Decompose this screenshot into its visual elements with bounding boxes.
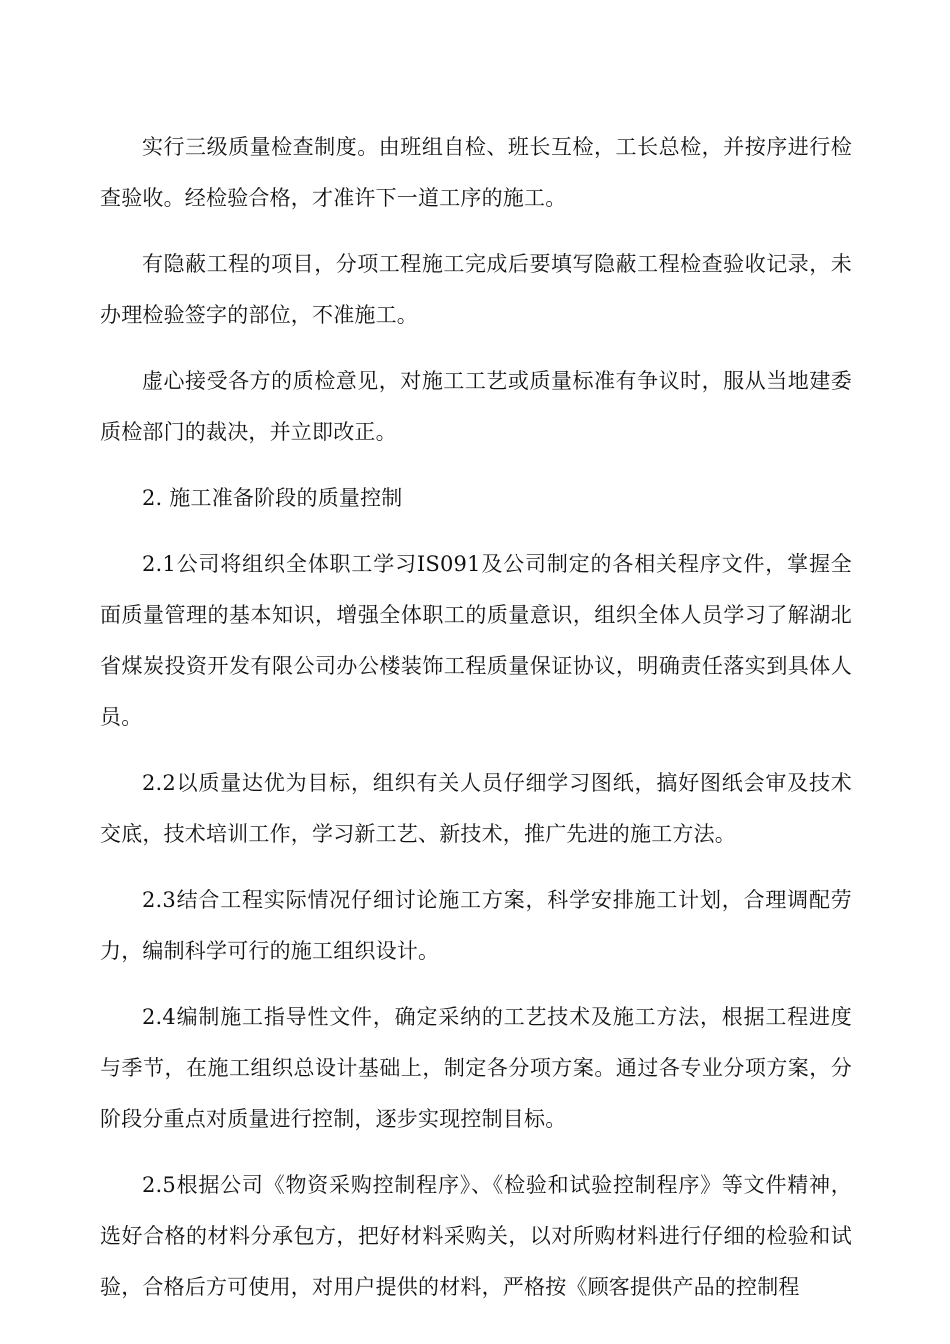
paragraph-2-4: 2.4编制施工指导性文件，确定采纳的工艺技术及施工方法，根据工程进度与季节，在施工组织总设计基础上，制定各分项方案。通过各专业分项方案，分阶段分重点对质量进行控制，逐步实现控制目标。 (100, 1005, 852, 1131)
paragraph-2-2: 2.2以质量达优为目标，组织有关人员仔细学习图纸，搞好图纸会审及技术交底，技术培训工作，学习新工艺、新技术，推广先进的施工方法。 (100, 771, 852, 846)
paragraph-accept-opinions: 虚心接受各方的质检意见，对施工工艺或质量标准有争议时，服从当地建委质检部门的裁决，并立即改正。 (100, 369, 852, 444)
paragraph-quality-inspection-system: 实行三级质量检查制度。由班组自检、班长互检，工长总检，并按序进行检查验收。经检验合格，才准许下一道工序的施工。 (100, 135, 852, 210)
document-body (100, 122, 852, 1328)
paragraph-2-3: 2.3结合工程实际情况仔细讨论施工方案，科学安排施工计划，合理调配劳力，编制科学可行的施工组织设计。 (100, 888, 852, 963)
paragraph-2-5: 2.5根据公司《物资采购控制程序》、《检验和试验控制程序》等文件精神，选好合格的材料分承包方，把好材料采购关，以对所购材料进行仔细的检验和试验，合格后方可使用，对用户提供的材料，严格按《顾客提供产品的控制程 (100, 1173, 852, 1299)
section-heading-preparation-stage: 2. 施工准备阶段的质量控制 (142, 486, 403, 510)
paragraph-concealed-works: 有隐蔽工程的项目，分项工程施工完成后要填写隐蔽工程检查验收记录，未办理检验签字的部位，不准施工。 (100, 252, 852, 327)
paragraph-2-1: 2.1公司将组织全体职工学习IS091及公司制定的各相关程序文件，掌握全面质量管理的基本知识，增强全体职工的质量意识，组织全体人员学习了解湖北省煤炭投资开发有限公司办公楼装饰工程质量保证协议，明确责任落实到具体人员。 (100, 552, 852, 729)
